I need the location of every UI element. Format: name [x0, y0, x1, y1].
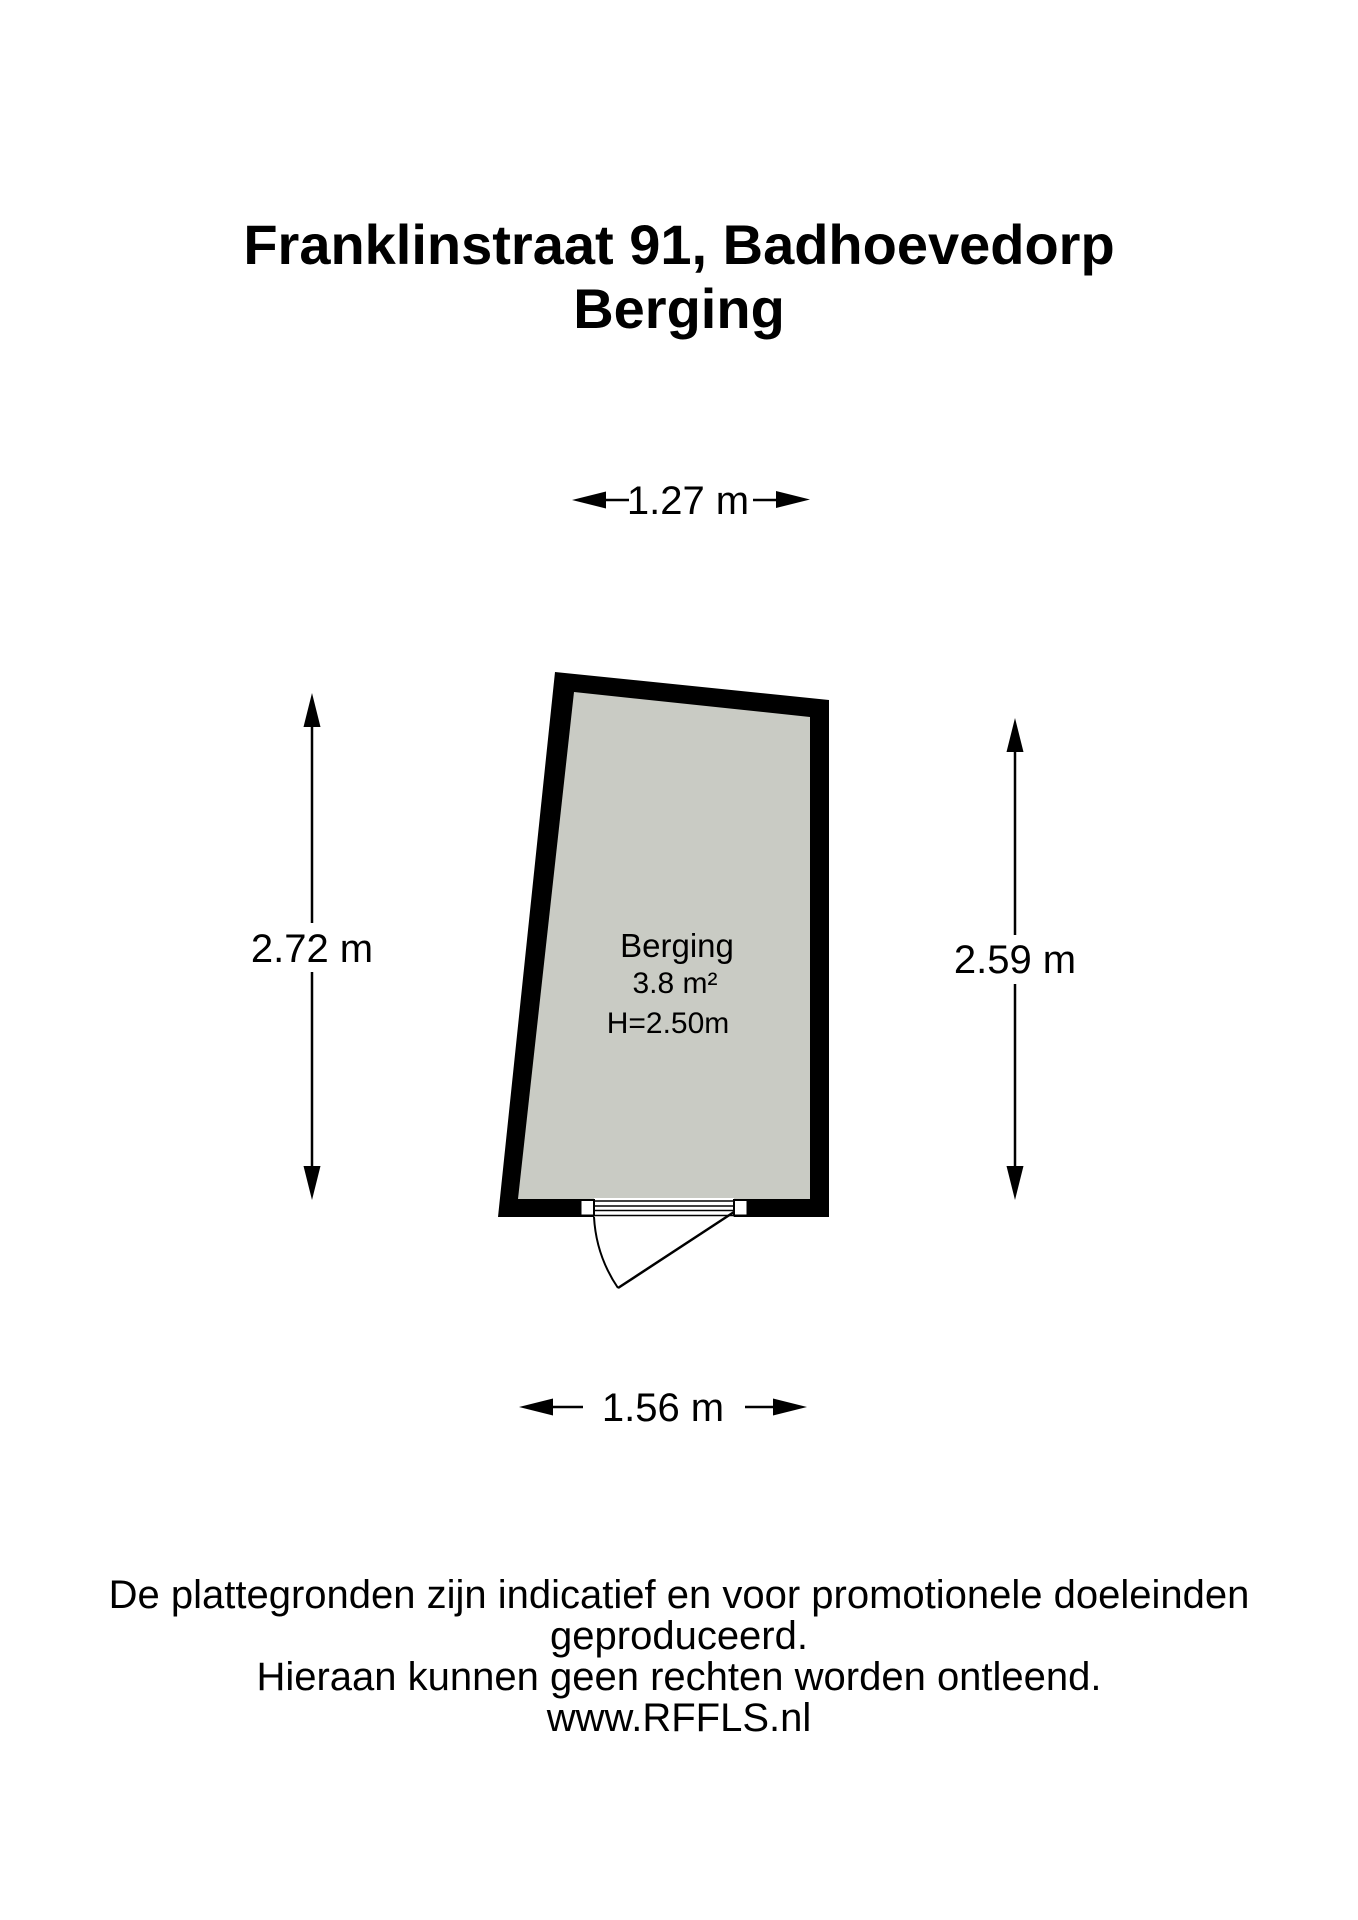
disclaimer-line-1: De plattegronden zijn indicatief en voor promotionele doeleinden geproduceerd.: [108, 1573, 1250, 1658]
door-swing-arc: [594, 1217, 618, 1288]
door-leaf: [618, 1212, 734, 1288]
door-threshold: [594, 1198, 734, 1218]
dimension-left-label: 2.72 m: [250, 927, 374, 971]
door-jamb-right: [734, 1200, 748, 1216]
arrowhead-left-icon: [519, 1399, 553, 1416]
arrowhead-left-icon: [572, 492, 606, 509]
dimension-bottom: [519, 1386, 807, 1430]
dimension-bottom-label: 1.56 m: [601, 1386, 725, 1430]
dimension-right: [954, 718, 1076, 1200]
page-subtitle: Berging: [573, 277, 785, 340]
footer-disclaimer: [0, 1575, 1358, 1739]
room-label: Berging: [620, 927, 734, 964]
arrowhead-right-icon: [776, 491, 810, 508]
room-ceiling-height-label: H=2.50m: [606, 1007, 730, 1040]
dimension-top: [572, 479, 810, 523]
page-title: Franklinstraat 91, Badhoevedorp: [243, 213, 1115, 276]
arrowhead-down-icon: [1007, 1166, 1024, 1200]
arrowhead-down-icon: [304, 1166, 321, 1200]
dimension-top-label: 1.27 m: [626, 479, 750, 523]
dimension-right-label: 2.59 m: [953, 938, 1077, 982]
footer-website: www.RFFLS.nl: [546, 1696, 812, 1740]
arrowhead-up-icon: [1007, 718, 1024, 752]
disclaimer-line-2: Hieraan kunnen geen rechten worden ontleend.: [256, 1655, 1102, 1699]
dimension-left: [251, 693, 373, 1200]
arrowhead-right-icon: [773, 1399, 807, 1416]
room-area-label: 3.8 m²: [632, 967, 718, 1000]
arrowhead-up-icon: [304, 693, 321, 727]
door-jamb-left: [581, 1200, 595, 1216]
